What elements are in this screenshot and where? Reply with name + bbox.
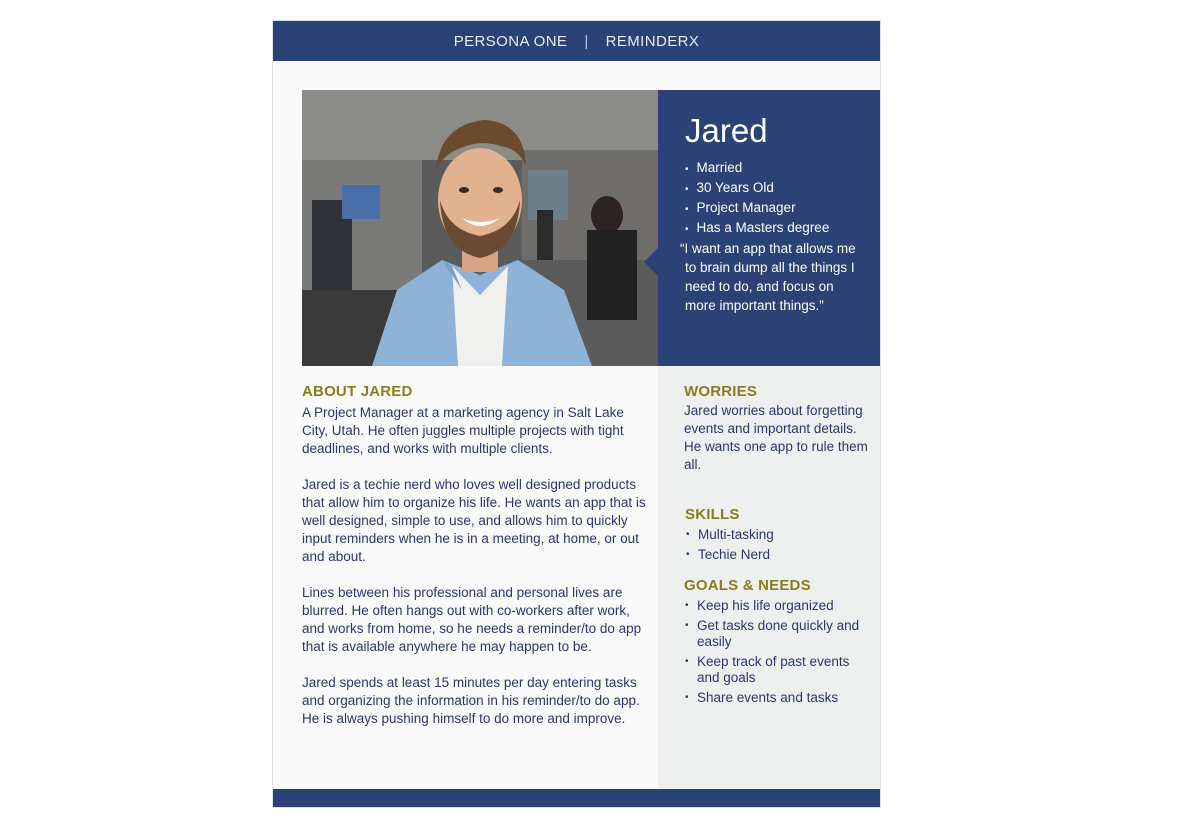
- profile-panel: [658, 90, 880, 366]
- skills-heading: SKILLS: [685, 506, 740, 523]
- skills-list: [685, 527, 875, 563]
- about-paragraph: Lines between his professional and personal lives are blurred. He often hangs out with co-workers after work, and works from home, so he needs a reminder/to do app that is available anywhere he may happen to be.: [302, 585, 642, 654]
- worries-section: [684, 383, 874, 474]
- header-separator: |: [584, 32, 589, 50]
- goals-heading: GOALS & NEEDS: [684, 577, 811, 594]
- skill-item: • Multi-tasking: [685, 527, 875, 543]
- about-paragraph: Jared is a techie nerd who loves well designed products that allow him to organize his life. He wants an app that is well designed, simple to use, and allows him to quickly input reminders when he is in a meeting, at home, or out and about.: [302, 477, 646, 564]
- goal-item: • Share events and tasks: [684, 690, 874, 706]
- fact-item: • Has a Masters degree: [685, 219, 829, 239]
- persona-quote: “I want an app that allows me to brain dump all the things I need to do, and focus on more important things.”: [680, 241, 856, 313]
- goal-item: • Keep track of past events and goals: [684, 654, 874, 686]
- persona-header: [273, 21, 880, 61]
- app-name: REMINDERX: [605, 32, 700, 50]
- about-heading: ABOUT JARED: [302, 383, 413, 400]
- about-section: [302, 383, 650, 746]
- fact-item: • Project Manager: [685, 199, 829, 219]
- skills-section: [685, 506, 875, 567]
- profile-notch: [644, 248, 658, 276]
- goal-item: • Keep his life organized: [684, 598, 874, 614]
- persona-name: Jared: [685, 112, 768, 149]
- worries-heading: WORRIES: [684, 383, 758, 400]
- persona-sheet: [273, 21, 880, 807]
- persona-photo: [302, 90, 658, 366]
- worries-text: Jared worries about forgetting events and important details. He wants one app to rule them all.: [684, 403, 868, 472]
- fact-item: • 30 Years Old: [685, 179, 829, 199]
- fact-item: • Married: [685, 159, 829, 179]
- goal-item: • Get tasks done quickly and easily: [684, 618, 874, 650]
- persona-footer: [273, 789, 880, 807]
- goals-list: [684, 598, 874, 706]
- profile-facts: [685, 159, 829, 239]
- about-paragraph: Jared spends at least 15 minutes per day entering tasks and organizing the information in his reminder/to do app. He is always pushing himself to do more and improve.: [302, 675, 640, 726]
- goals-section: [684, 577, 874, 710]
- skill-item: • Techie Nerd: [685, 547, 875, 563]
- about-paragraph: A Project Manager at a marketing agency in Salt Lake City, Utah. He often juggles multiple projects with tight deadlines, and works with multiple clients.: [302, 405, 624, 456]
- persona-label: PERSONA ONE: [453, 32, 568, 50]
